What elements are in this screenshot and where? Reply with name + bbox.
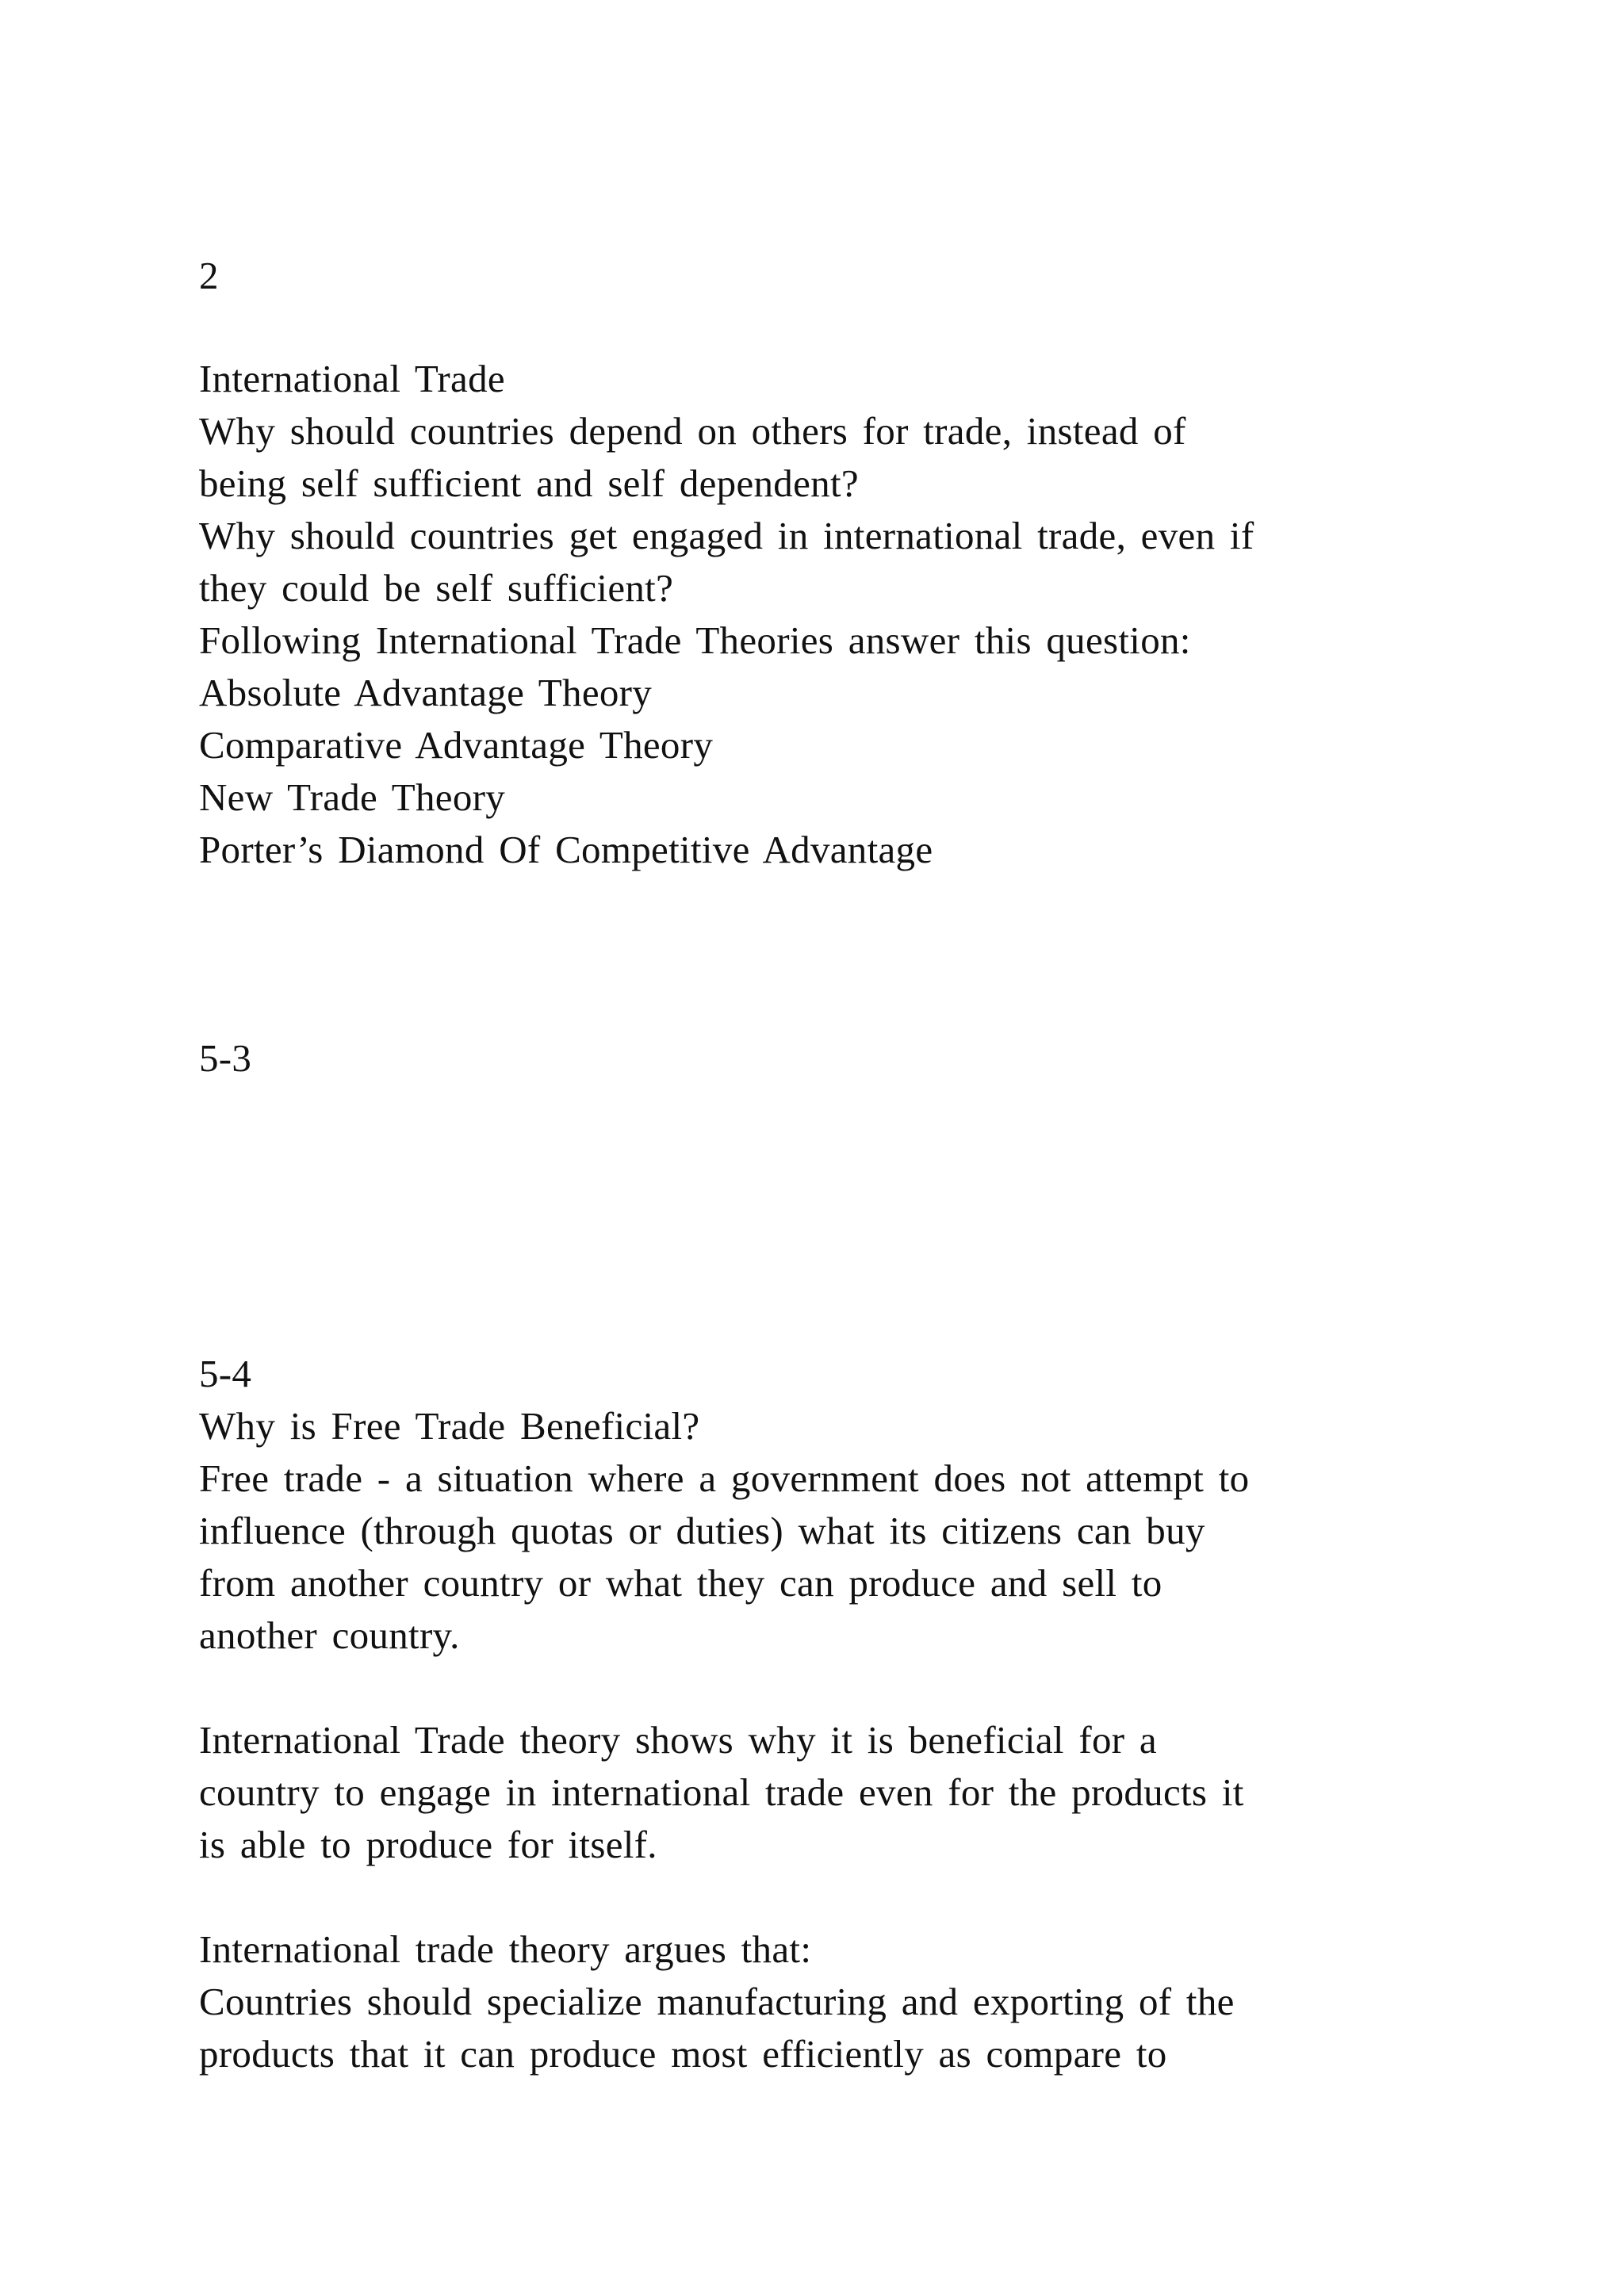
body-line: is able to produce for itself. bbox=[199, 1823, 657, 1866]
theory-item: Porter’s Diamond Of Competitive Advantage bbox=[199, 828, 933, 871]
body-line: International Trade theory shows why it is beneficial for a bbox=[199, 1718, 1157, 1762]
slide-number-5-4: 5-4 bbox=[199, 1352, 252, 1395]
theory-item: Absolute Advantage Theory bbox=[199, 671, 653, 714]
body-line: another country. bbox=[199, 1613, 460, 1657]
body-line: country to engage in international trade even for the products it bbox=[199, 1770, 1244, 1814]
body-line: Why should countries get engaged in international trade, even if bbox=[199, 514, 1254, 557]
body-line: Free trade - a situation where a government does not attempt to bbox=[199, 1456, 1250, 1500]
theory-item: New Trade Theory bbox=[199, 775, 506, 819]
body-line: influence (through quotas or duties) what its citizens can buy bbox=[199, 1509, 1205, 1552]
section-heading-international-trade: International Trade bbox=[199, 357, 505, 400]
body-line: Following International Trade Theories answer this question: bbox=[199, 618, 1191, 662]
body-line: products that it can produce most efficiently as compare to bbox=[199, 2032, 1167, 2076]
body-line: Countries should specialize manufacturing and exporting of the bbox=[199, 1980, 1235, 2023]
body-line: from another country or what they can produce and sell to bbox=[199, 1561, 1162, 1605]
section-heading-free-trade: Why is Free Trade Beneficial? bbox=[199, 1404, 700, 1448]
argues-heading: International trade theory argues that: bbox=[199, 1927, 812, 1971]
body-line: Why should countries depend on others for trade, instead of bbox=[199, 409, 1186, 453]
page-number: 2 bbox=[199, 254, 219, 297]
body-line: they could be self sufficient? bbox=[199, 566, 674, 610]
theory-item: Comparative Advantage Theory bbox=[199, 723, 714, 767]
slide-number-5-3: 5-3 bbox=[199, 1036, 252, 1080]
body-line: being self sufficient and self dependent? bbox=[199, 461, 859, 505]
